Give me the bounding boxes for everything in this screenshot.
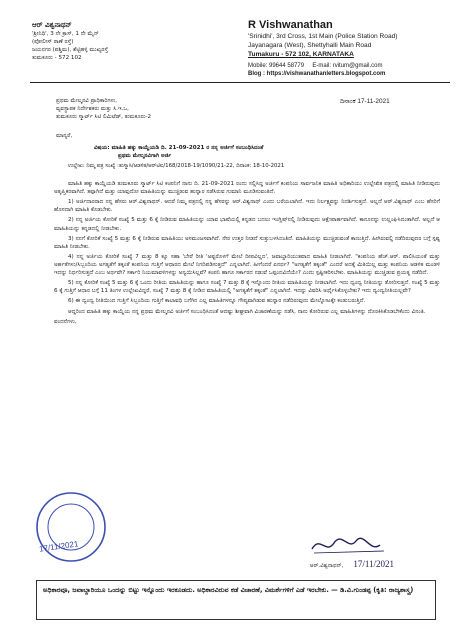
letter-date: ದಿನಾಂಕ 17-11-2021 [340,98,390,105]
blog-link[interactable]: Blog : https://vishwanathanletters.blogspot.com [248,70,386,77]
letterhead-english [248,18,458,78]
sender-name-kn: ಆರ್ ವಿಶ್ವನಾಥನ್ [32,21,72,29]
recipient-block [56,97,316,121]
letterhead-kannada [32,20,202,63]
email-address: E-mail: rvitum@gmail.com [312,62,383,69]
body-paragraph: 2) ನನ್ನ ಅರ್ಜಿಯ ಕೋರಿಕೆ ಸಂಖ್ಯೆ 5 ಮತ್ತು 6 ಕ್ಕೆ ನೀಡಿರುವ ಮಾಹಿತಿಯನ್ನು ಯಾವ ಭಾಷೆಯಲ್ಲಿ ಕನ್ನಡದ ಬದಲು ಇಂಗ್ಲಿಷ್‌ನಲ್ಲಿ ನೀಡಿರುವುದು ಆಕ್ಷೇಪಾರ್ಹವಾಗಿದೆ. ಕಾನೂನನ್ನು ಉಲ್ಲಂಘಿಸಿದಂತಾಗಿದೆ. ಅಲ್ಲದೆ ಆ ಮಾಹಿತಿಯನ್ನು ಕನ್ನಡದಲ್ಲಿ ನೀಡಬೇಕು. [54,217,440,232]
subject-line: ಪ್ರಥಮ ಮೇಲ್ಮನವಿಗಾಗಿ ಅರ್ಜಿ [118,153,172,160]
address-line-kn: ತುಮಕೂರು - 572 102 [32,55,82,62]
subject-block [94,144,434,160]
address-line-kn: (ಪೋಲೀಸ್ ಠಾಣೆ ರಸ್ತೆ) [32,39,74,46]
body-paragraph: 4) ನನ್ನ ಅರ್ಜಿಯ ಕೋರಿಕೆ ಸಂಖ್ಯೆ 7 ಮತ್ತು 8 ಕ್ಕೂ ಸಹಾ 'ಬೇರೆ ರೀತಿ 'ಅಷ್ಟರೊಳಗೆ ಮೇಲೆ ದೀಪವಿಲ್ಲದ', ಜವಾಬ್ದಾರಿಯುತವಾದ ಮಾಹಿತಿ ನೀಡಲಾಗಿದೆ. "ಕಂಪನಿಯ ಹೆಚ್.ಆರ್. ಪಾಲಿಸಿಯಂತೆ ಮತ್ತು ಅರ್ಹತೆಗಳು/ಸಿಬ್ಬಂದಿಯ ಅಗತ್ಯತೆಗೆ ತಕ್ಕಂತೆ ಕಂಪನಿಯ ಗುತ್ತಿಗೆ ಆಧಾರದ ಮೇಲೆ ನಿಗದಿಪಡಿಸುತ್ತದೆ" ಎನ್ನಲಾಗಿದೆ. ಹೀಗೆಂದರೆ ಏನರ್ಥ? "ಅಗತ್ಯತೆಗೆ ತಕ್ಕಂತೆ" ಎಂದರೆ ಅದಕ್ಕೆ ಮಿತಿಯಿಲ್ಲ ಮತ್ತು ಕಂಪನಿಯ ಆಡಳಿತ ಮಂಡಳಿ ಇದನ್ನು ನಿರ್ಧರಿಸುತ್ತದೆ ಎಂಬ ಅರ್ಥವೇ? ಸರ್ಕಾರಿ ನಿಯಮಾವಳಿಗಳನ್ನು ಅನ್ವಯಿಸಿಲ್ಲವೆ? ಕಂಪನಿ ಹಾಗೂ ಸರ್ಕಾರದ ನಡುವೆ ಒಪ್ಪಂದವಿದೆಯೇ? ಎಂದು ಸ್ಪಷ್ಟೀಕರಿಸಬೇಕು. ಮಾಹಿತಿಯನ್ನು ಮುಚ್ಚಿಡುವ ಪ್ರಯತ್ನ ನಡೆದಿದೆ. [54,253,440,277]
body-paragraph: 3) ನನಗೆ ಕೋರಿಕೆ ಸಂಖ್ಯೆ 5 ಮತ್ತು 6 ಕ್ಕೆ ನೀಡಿರುವ ಮಾಹಿತಿಯು ಅಸಮಂಜಸವಾಗಿದೆ. ನೇರ ಉತ್ತರ ನೀಡದೆ ಸುತ್ತುಬಳಸಿದಂತಿದೆ. ಮಾಹಿತಿಯನ್ನು ಮುಚ್ಚಿಡುವಂತೆ ಕಾಣುತ್ತಿದೆ. ಹೀಗಿರುವಲ್ಲಿ ನಡೆದಿರುವುದರ ಬಗ್ಗೆ ಸ್ಪಷ್ಟ ಮಾಹಿತಿ ನೀಡಬೇಕು. [54,235,440,250]
signature-area [310,533,430,569]
quote-text: ಅಧಿಕಾರವೂ, ಜವಾಬ್ದಾರಿಯೂ ಒಂದನ್ನು ಬಿಟ್ಟು ಇನ್ನೊಂದು ಇರಕೂಡದು. ಅಧಿಕಾರವಿರುವ ಕಡೆ ವಿಚಾರಣೆ, ವಿಮರ್ಶೆಗಳಿಗೆ ಎಡೆ ಇರಬೇಕು. — ಡಿ.ವಿ.ಗುಂಡಪ್ಪ (ಕೃತಿ: ರಾಜ್ಯಶಾಸ್ತ್ರ) [43,586,414,594]
body-paragraph: ಮಾಹಿತಿ ಹಕ್ಕು ಕಾಯ್ದೆಯಡಿ ತುಮಕೂರು ಸ್ಮಾರ್ಟ್ ಸಿಟಿ ಕಂಪನಿಗೆ ನಾನು ದಿ. 21-09-2021 ರಂದು ಸಲ್ಲಿಸಿದ್ದ ಅರ್ಜಿಗೆ ಕಂಪನಿಯ ಸಾರ್ವಜನಿಕ ಮಾಹಿತಿ ಅಧಿಕಾರಿಯು ಉಲ್ಲೇಖಿತ ಪತ್ರದಲ್ಲಿ ಮಾಹಿತಿ ನೀಡಿರುವುದು ಅತೃಪ್ತಿಕರವಾಗಿದೆ. ತಪ್ಪಾಗಿದೆ ಮತ್ತು ಯಾವುದೋ ಮಾಹಿತಿಯನ್ನು ಮುಚ್ಚಿಡುವ ಹುನ್ನಾರ ನಡೆಸಿರುವ ಗುಮಾನಿ ಮೂಡಿಸುವಂತಿದೆ. [54,181,440,196]
recipient-line: ಪ್ರಥಮ ಮೇಲ್ಮನವಿ ಪ್ರಾಧಿಕಾರಿಗಳು, [56,98,118,104]
reference-line: ಉಲ್ಲೇಖ: ನಿಮ್ಮ ಪತ್ರ ಸಂಖ್ಯೆ :ತುಸ್ಮಾಸಿ/ಆಡಳಿತ/ಆರ್‌ಟಿಐ/168/2018-19/1090/21-22, ದಿನಾಂಕ: 18-10-2021 [68,163,285,169]
letter-body [54,180,440,326]
signature-date: 17/11/2021 [353,559,394,569]
body-paragraph: ಆದ್ದರಿಂದ ಮಾಹಿತಿ ಹಕ್ಕು ಕಾಯ್ದೆಯ ನನ್ನ ಪ್ರಥಮ ಮೇಲ್ಮನವಿ ಅರ್ಜಿಗೆ ಸಂಬಂಧಿಸಿದಂತೆ ಆದಷ್ಟು ಶೀಘ್ರವಾಗಿ ವಿಚಾರಣೆಯನ್ನು ನಡೆಸಿ, ನಾನು ಕೋರಿರುವ ಎಲ್ಲ ಮಾಹಿತಿಗಳನ್ನು ದೊರಕಿಸಿಕೊಡಬೇಕೆಂದು ವಿನಂತಿ. [68,308,426,315]
sender-name-en: R Vishwanathan [248,19,333,31]
mobile-number: Mobile: 99644 58779 [248,62,305,69]
address-line-en: Tumakuru - 572 102, KARNATAKA [248,50,354,58]
salutation: ಮಾನ್ಯರೆ, [56,133,73,139]
body-paragraph: 1) ಅರ್ಜಿದಾರರಾದ ನನ್ನ ಹೆಸರು ಆರ್.ವಿಶ್ವನಾಥನ್. ಆದರೆ ನಿಮ್ಮ ಪತ್ರದಲ್ಲಿ ನನ್ನ ಹೆಸರನ್ನು ಆರ್.ವಿಶ್ವನಾಥ್ ಎಂದು ಬರೆಯಲಾಗಿದೆ. ಇದು ನಿರ್ಲಕ್ಷ್ಯವನ್ನು ನಿದರ್ಶಿಸುತ್ತದೆ. ಅಲ್ಲದೆ ಆರ್.ವಿಶ್ವನಾಥ್ ಎಂಬ ಹೆಸರಿಗೆ ಹೊಸದಾಗಿ ಮಾಹಿತಿ ಕೊಡಬೇಕು. [54,199,440,214]
received-seal [34,490,108,564]
signatory-name: ಆರ್.ವಿಶ್ವನಾಥನ್, [310,563,344,569]
quote-box [36,580,436,620]
recipient-line: ವ್ಯವಸ್ಥಾಪಕ ನಿರ್ದೇಶಕರು ಮತ್ತು ಸಿ.ಇ.ಒ, [56,106,129,113]
recipient-line: ತುಮಕೂರು ಸ್ಮಾರ್ಟ್ ಸಿಟಿ ಲಿಮಿಟೆಡ್, ತುಮಕೂರು-2 [56,114,152,121]
seal-date: 17/11/2021 [38,539,79,554]
address-line-kn: 'ಶ್ರೀನಿಧಿ', 3 ನೇ ಕ್ರಾಸ್, 1 ನೇ ಮೈನ್ [32,31,99,38]
body-paragraph: 5) ನನ್ನ ಕೋರಿಕೆ ಸಂಖ್ಯೆ 5 ಮತ್ತು 6 ಕ್ಕೆ ಒಂದು ರೀತಿಯ ಮಾಹಿತಿಯನ್ನು ಹಾಗೂ ಸಂಖ್ಯೆ 7 ಮತ್ತು 8 ಕ್ಕೆ ಇನ್ನೊಂದು ರೀತಿಯ ಮಾಹಿತಿಯನ್ನು ನೀಡಲಾಗಿದೆ. ಇದು ದ್ವಂದ್ವ ನೀತಿಯನ್ನು ತೋರಿಸುತ್ತದೆ. ಸಂಖ್ಯೆ 5 ಮತ್ತು 6 ಕ್ಕೆ ಗುತ್ತಿಗೆ ಆಧಾರ ಬಗ್ಗೆ 11 ತಿಂಗಳ ಉಲ್ಲೇಖವಿದ್ದರೆ, ಸಂಖ್ಯೆ 7 ಮತ್ತು 8 ಕ್ಕೆ ನೀಡಿದ ಮಾಹಿತಿಯಲ್ಲಿ "ಅಗತ್ಯತೆಗೆ ತಕ್ಕಂತೆ" ಎನ್ನಲಾಗಿದೆ. ಇದನ್ನು ವಿವರಿಸಿ ಅರ್ಥೈಸಿಕೊಳ್ಳಬೇಕು? ಇದು ದ್ವಂದ್ವನೀತಿಯಲ್ಲವೇ? [54,280,440,295]
address-line-en: Jayanagara (West), Shettyhalli Main Road [248,41,372,49]
body-paragraph: 6) ಈ ದ್ವಂದ್ವ ನೀತಿಯಿಂದ ಗುತ್ತಿಗೆ ಸಿಬ್ಬಂದಿಯ ಗುತ್ತಿಗೆ ಕಾಲಾವಧಿ ಬಗೆಗಿನ ಎಲ್ಲ ಮಾಹಿತಿಗಳನ್ನೂ ಗೌಪ್ಯವಾಗಿಡುವ ಹುನ್ನಾರ ನಡೆದಿರುವುದು ಮೇಲ್ನೋಟಕ್ಕೇ ಕಂಡುಬರುತ್ತಿದೆ. [68,298,366,305]
address-line-kn: ಜಯನಗರ (ಪಶ್ಚಿಮ), ಶೆಟ್ಟಿಹಳ್ಳಿ ಮುಖ್ಯರಸ್ತೆ [32,47,109,54]
signature-scribble [310,533,430,557]
closing-regards: ವಂದನೆಗಳು, [54,318,77,325]
address-line-en: 'Srinidhi', 3rd Cross, 1st Main (Police Station Road) [248,32,398,40]
header-divider [30,82,450,83]
subject-line: ವಿಷಯ: ಮಾಹಿತಿ ಹಕ್ಕು ಕಾಯ್ದೆಯಡಿ ದಿ. 21-09-2021 ರ ನನ್ನ ಅರ್ಜಿಗೆ ಸಂಬಂಧಿಸಿದಂತೆ [94,145,264,151]
